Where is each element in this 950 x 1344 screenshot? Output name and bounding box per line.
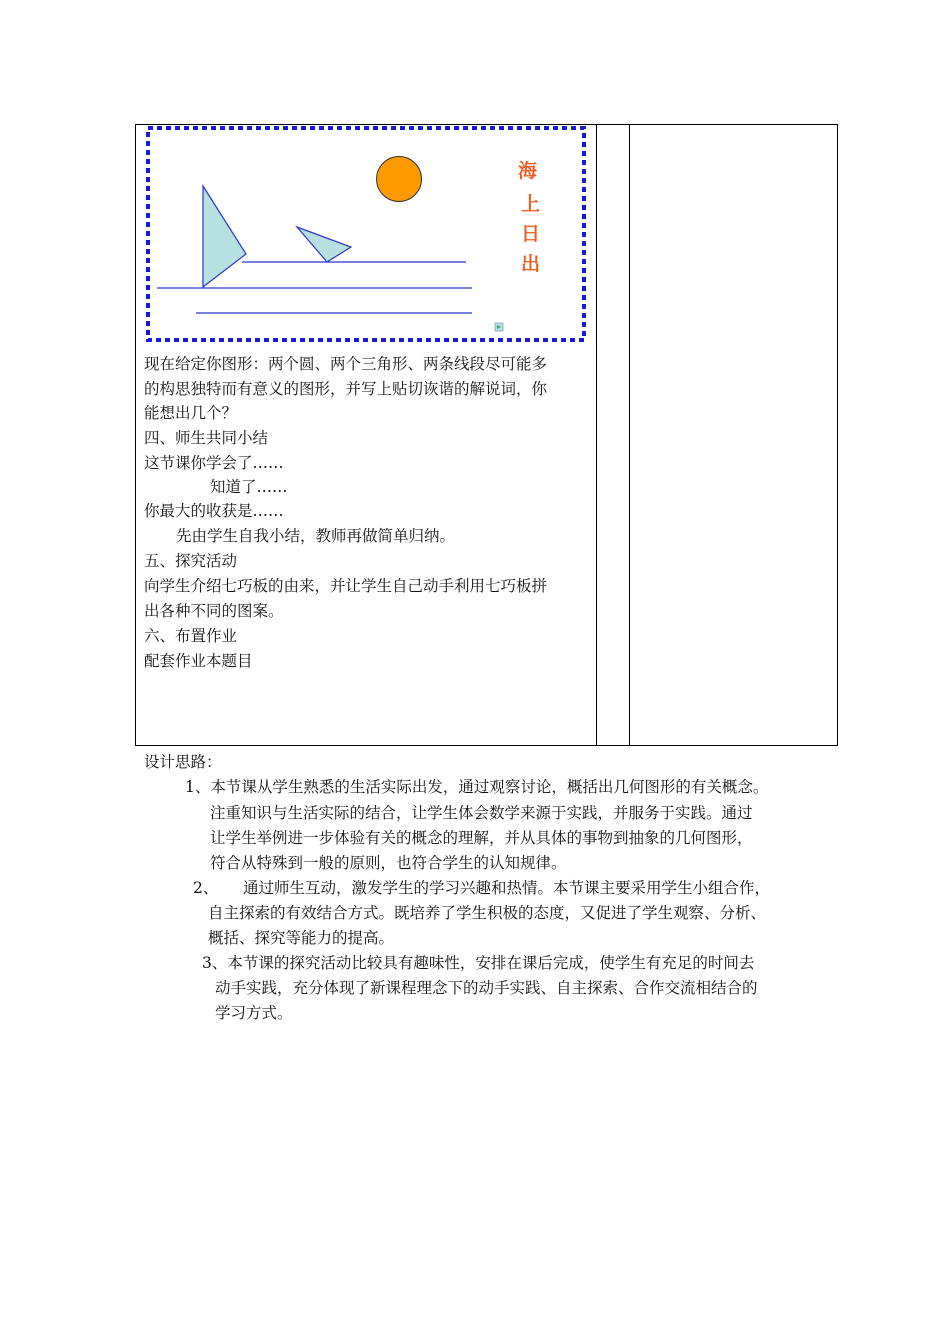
design-line-5: 通过师生互动，激发学生的学习兴趣和热情。本节课主要采用学生小组合作，: [243, 879, 771, 897]
cell-line-5: 这节课你学会了……: [144, 454, 284, 472]
title-char-1: 海: [518, 160, 538, 182]
column-divider: [596, 125, 597, 745]
cell-line-6: 知道了……: [210, 478, 288, 496]
sunrise-figure: [144, 124, 588, 344]
design-line-6: 自主探索的有效结合方式。既培养了学生积极的态度，又促进了学生观察、分析、: [208, 904, 767, 922]
title-char-2: 上: [521, 193, 541, 215]
design-heading: 设计思路：: [144, 753, 222, 771]
title-char-3: 日: [521, 223, 541, 245]
design-line-4: 符合从特殊到一般的原则，也符合学生的认知规律。: [210, 854, 567, 872]
sun-circle: [377, 157, 422, 202]
cell-line-1: 现在给定你图形：两个圆、两个三角形、两条线段尽可能多: [144, 355, 548, 373]
small-sail-triangle: [297, 227, 351, 262]
design-line-10: 学习方式。: [215, 1004, 293, 1022]
large-sail-triangle: [203, 186, 246, 287]
design-line-2: 注重知识与生活实际的结合，让学生体会数学来源于实践，并服务于实践。通过: [210, 804, 753, 822]
cell-line-3: 能想出几个？: [144, 404, 238, 422]
cell-line-13: 配套作业本题目: [144, 652, 253, 670]
section-six-heading: 六、布置作业: [144, 627, 238, 645]
design-line-7: 概括、探究等能力的提高。: [208, 929, 395, 947]
cell-line-11: 出各种不同的图案。: [144, 602, 284, 620]
design-line-8: 3、本节课的探究活动比较具有趣味性，安排在课后完成，使学生有充足的时间去: [202, 954, 755, 972]
design-item-2-number: 2、: [193, 879, 219, 897]
cell-line-10: 向学生介绍七巧板的由来，并让学生自己动手利用七巧板拼: [144, 577, 548, 595]
section-four-heading: 四、师生共同小结: [144, 429, 269, 447]
design-line-3: 让学生举例进一步体验有关的概念的理解，并从具体的事物到抽象的几何图形，: [210, 829, 753, 847]
design-line-1: 1、本节课从学生熟悉的生活实际出发，通过观察讨论，概括出几何图形的有关概念。: [185, 778, 769, 796]
column-divider: [629, 125, 630, 745]
cell-line-2: 的构思独特而有意义的图形，并写上贴切诙谐的解说词，你: [144, 380, 548, 398]
cell-line-7: 你最大的收获是……: [144, 502, 284, 520]
title-char-4: 出: [521, 253, 541, 275]
small-link-icon[interactable]: [495, 323, 503, 331]
cell-line-8: 先由学生自我小结，教师再做简单归纳。: [176, 527, 456, 545]
design-line-9: 动手实践，充分体现了新课程理念下的动手实践、自主探索、合作交流相结合的: [215, 979, 758, 997]
section-five-heading: 五、探究活动: [144, 552, 238, 570]
